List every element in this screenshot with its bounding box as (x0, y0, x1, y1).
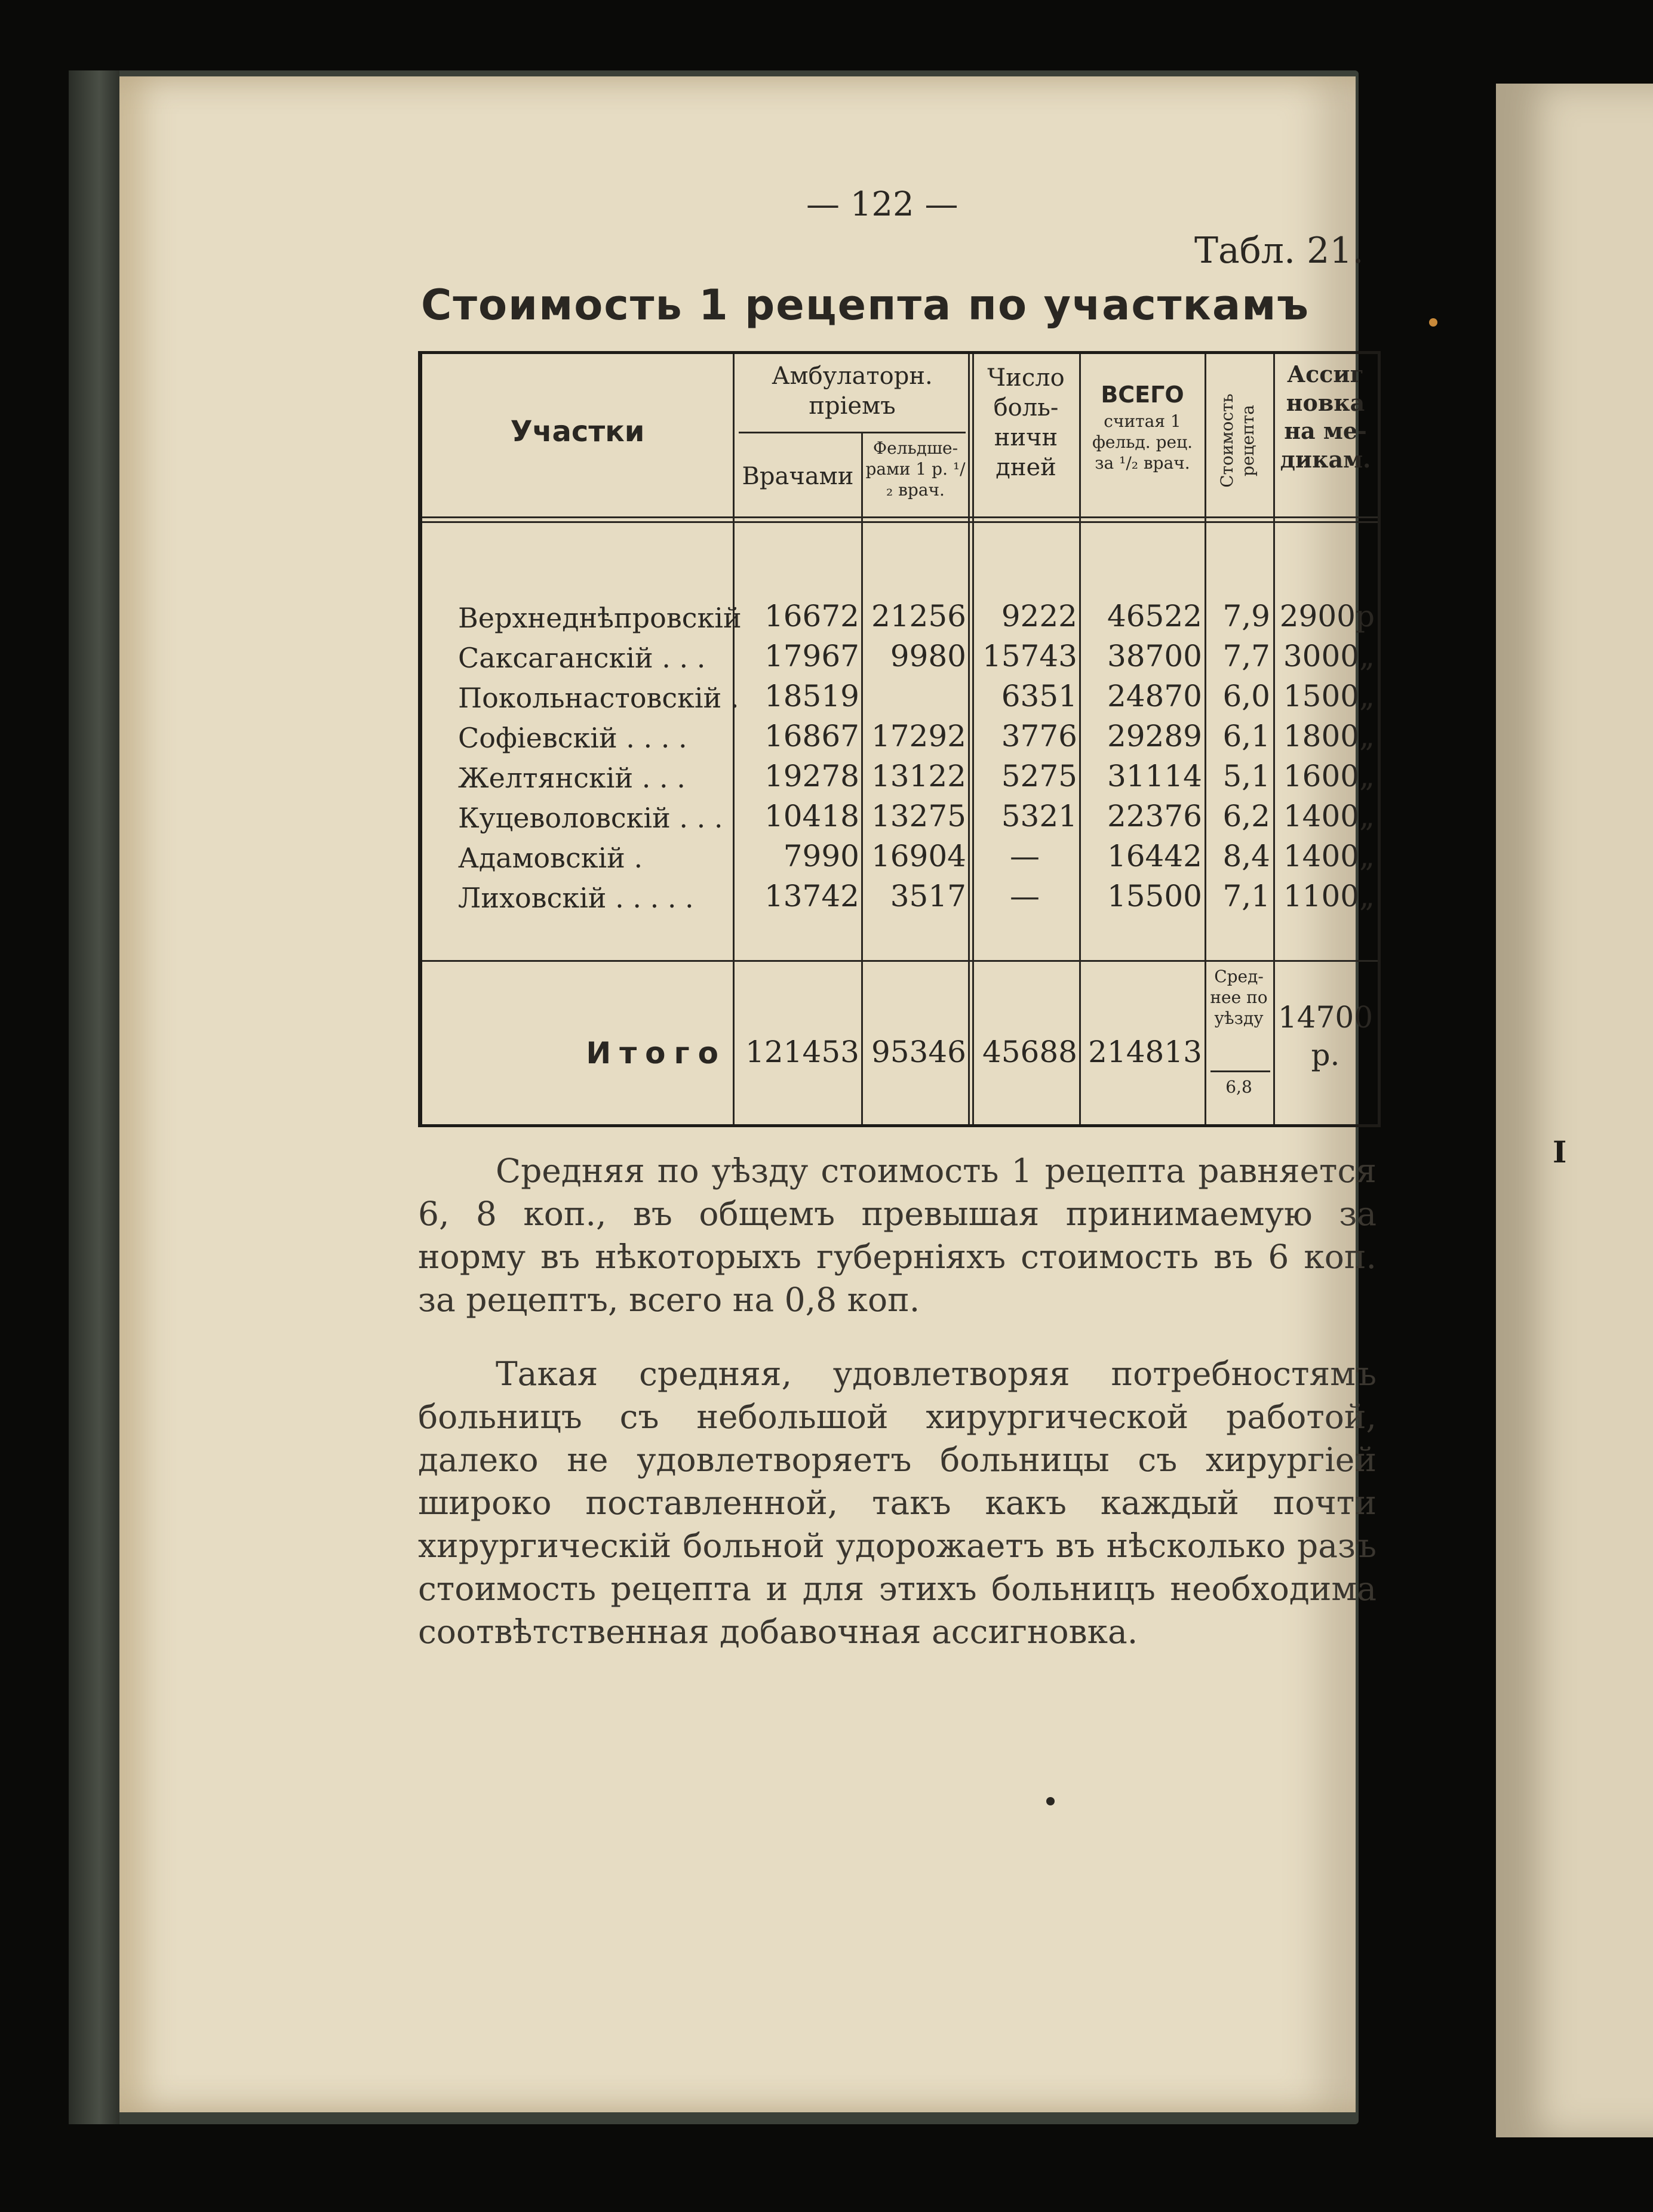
totals-cost-note: Сред-нее по уѣзду (1210, 967, 1268, 1028)
cell-assign: 1400„ (1283, 799, 1375, 833)
cell-total: 31114 (1107, 759, 1202, 793)
totals-feldshers: 95346 (871, 1035, 966, 1069)
cell-doctors: 19278 (764, 759, 859, 793)
cell-cost: 7,9 (1222, 599, 1270, 633)
col-divider (968, 354, 970, 1124)
cell-days: 5275 (1001, 759, 1077, 793)
paper-spot (1429, 318, 1437, 327)
paragraph-1: Средняя по уѣзду стоимость 1 рецепта равняется 6, 8 коп., въ общемъ превышая принимаемую за норму въ нѣкоторыхъ губерніяхъ стоимость въ 6 коп. за рецептъ, всего на 0,8 коп. (418, 1152, 1377, 1319)
ink-dot (1046, 1797, 1055, 1805)
header-total-note: считая 1 фельд. рец. за ¹/₂ врач. (1092, 411, 1193, 473)
header-rule (422, 521, 1378, 523)
cell-cost: 6,2 (1222, 799, 1270, 833)
cell-doctors: 16867 (764, 719, 859, 753)
cell-doctors: 10418 (764, 799, 859, 833)
cell-assign: 3000„ (1283, 639, 1375, 673)
cell-cost: 6,1 (1222, 719, 1270, 753)
row-name: Саксаганскій . . . (458, 642, 706, 674)
header-subline (739, 432, 966, 433)
header-hospital-days: Число боль-ничн дней (987, 364, 1065, 481)
cell-assign: 1500„ (1283, 679, 1375, 713)
cell-feldshers: 9980 (890, 639, 966, 673)
totals-days: 45688 (982, 1035, 1077, 1069)
header-cost: Стоимость рецепта (1217, 393, 1258, 488)
cell-assign: 1100„ (1283, 879, 1375, 913)
cell-cost: 5,1 (1222, 759, 1270, 793)
cost-table (418, 351, 1381, 1127)
cell-days: — (1010, 879, 1040, 913)
cell-assign: 2900р (1279, 599, 1375, 633)
cell-cost: 6,0 (1222, 679, 1270, 713)
cell-feldshers: 16904 (871, 839, 966, 873)
cell-assign: 1600„ (1283, 759, 1375, 793)
row-name: Желтянскій . . . (458, 762, 686, 794)
cell-doctors: 13742 (764, 879, 859, 913)
table-title: Стоимость 1 рецепта по участкамъ (421, 281, 1310, 330)
cell-total: 24870 (1107, 679, 1202, 713)
cell-doctors: 18519 (764, 679, 859, 713)
row-name: Верхнеднѣпровскій (458, 602, 742, 634)
row-name: Лиховскій . . . . . (458, 882, 694, 914)
header-feldshers: Фельдше-рами 1 р. ¹/₂ врач. (865, 438, 966, 500)
cell-cost: 7,1 (1222, 879, 1270, 913)
totals-assign: 14700 р. (1277, 1000, 1374, 1072)
cell-cost: 7,7 (1222, 639, 1270, 673)
cell-total: 16442 (1107, 839, 1202, 873)
cell-feldshers: 21256 (871, 599, 966, 633)
row-name: Покольнастовскій . (458, 682, 739, 714)
page-number: — 122 — (806, 185, 958, 224)
paragraph-2: Такая средняя, удовлетворяя потребностямъ больницъ съ небольшой хирургической работой, далеко не удовлетворяетъ больницы съ хирургіей широко поставленной, такъ какъ каждый почти хирургическій больной удорожаетъ въ нѣсколько разъ стоимость рецепта и для этихъ больницъ необходима соотвѣтственная добавочная ассигновка. (418, 1355, 1377, 1651)
totals-cost-value: 6,8 (1225, 1077, 1252, 1097)
cell-total: 46522 (1107, 599, 1202, 633)
header-doctors: Врачами (742, 463, 854, 490)
row-name: Софіевскій . . . . (458, 722, 687, 754)
cell-assign: 1800„ (1283, 719, 1375, 753)
cell-total: 15500 (1107, 879, 1202, 913)
cell-days: 9222 (1001, 599, 1077, 633)
row-name: Адамовскій . (458, 842, 643, 874)
facing-page (1496, 84, 1653, 2137)
header-rule (422, 516, 1378, 518)
totals-doctors: 121453 (745, 1035, 859, 1069)
cell-days: 5321 (1001, 799, 1077, 833)
cell-feldshers: 13122 (871, 759, 966, 793)
totals-rule (422, 960, 1378, 962)
cell-total: 22376 (1107, 799, 1202, 833)
book-spine (69, 70, 119, 2124)
totals-total: 214813 (1088, 1035, 1202, 1069)
row-name: Куцеволовскій . . . (458, 802, 723, 834)
cell-doctors: 16672 (764, 599, 859, 633)
totals-label: Итого (586, 1036, 727, 1070)
header-districts: Участки (510, 415, 645, 448)
cell-days: — (1010, 839, 1040, 873)
cell-feldshers: 17292 (871, 719, 966, 753)
header-ambulatory: Амбулаторн. пріемъ (772, 362, 933, 420)
cell-feldshers: 3517 (890, 879, 966, 913)
cell-cost: 8,4 (1222, 839, 1270, 873)
cell-doctors: 17967 (764, 639, 859, 673)
cell-days: 3776 (1001, 719, 1077, 753)
header-total: ВСЕГО (1101, 382, 1184, 408)
cell-doctors: 7990 (783, 839, 859, 873)
cell-days: 6351 (1001, 679, 1077, 713)
cell-days: 15743 (982, 639, 1077, 673)
table-number: Табл. 21. (1194, 230, 1364, 272)
cell-total: 38700 (1107, 639, 1202, 673)
totals-cost-rule (1210, 1070, 1270, 1072)
cell-feldshers: 13275 (871, 799, 966, 833)
facing-page-fragment: I (1553, 1134, 1567, 1170)
header-assign: Ассиг новка на ме-дикам. (1280, 361, 1371, 473)
cell-total: 29289 (1107, 719, 1202, 753)
cell-assign: 1400„ (1283, 839, 1375, 873)
